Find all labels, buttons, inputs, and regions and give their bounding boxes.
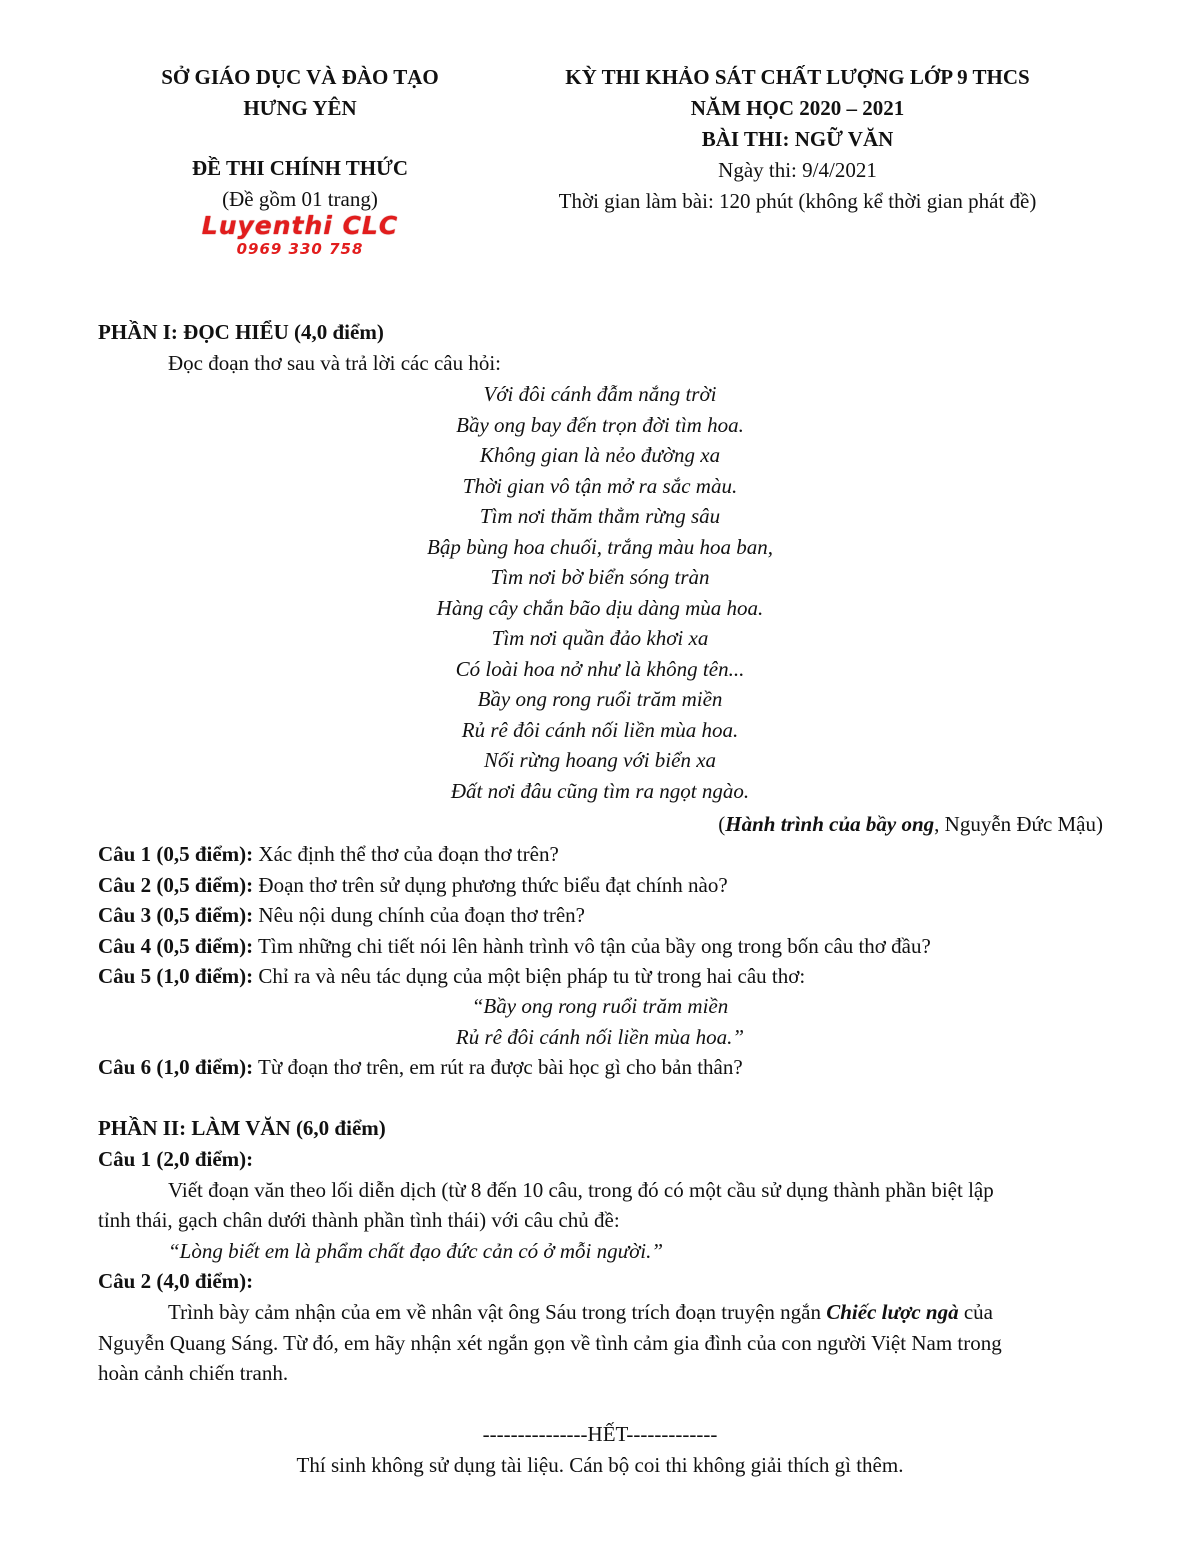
poem-line: Có loài hoa nở như là không tên...	[455, 656, 745, 681]
footer-note: Thí sinh không sử dụng tài liệu. Cán bộ coi thi không giải thích gì thêm.	[296, 1453, 904, 1477]
question-label: Câu 5 (1,0 điểm):	[98, 964, 254, 988]
province-name: HƯNG YÊN	[243, 96, 357, 120]
exam-title: KỲ THI KHẢO SÁT CHẤT LƯỢNG LỚP 9 THCS	[565, 65, 1030, 89]
poem-line: Nối rừng hoang với biển xa	[483, 748, 717, 772]
question-label: Câu 2 (0,5 điểm):	[98, 872, 254, 897]
part2-q2-text: Trình bày cảm nhận của em về nhân vật ông Sáu trong trích đoạn truyện ngắn Chiếc lược ngà của	[168, 1300, 993, 1324]
question-text: Xác định thể thơ của đoạn thơ trên?	[253, 842, 559, 866]
question-5	[98, 964, 805, 989]
part2-q1-quote: “Lòng biết em là phẩm chất đạo đức cản có ở mỗi người.”	[168, 1239, 664, 1263]
exam-date: Ngày thi: 9/4/2021	[718, 158, 877, 182]
poem-source: (Hành trình của bầy ong, Nguyễn Đức Mậu)	[718, 812, 1103, 836]
poem-line: Tìm nơi thăm thẳm rừng sâu	[479, 504, 721, 528]
part1-heading: PHẦN I: ĐỌC HIỂU (4,0 điểm)	[98, 320, 384, 344]
question-label: Câu 4 (0,5 điểm):	[98, 933, 254, 958]
question-text: Đoạn thơ trên sử dụng phương thức biểu đạt chính nào?	[253, 872, 728, 897]
logo-brand: Luyenthi CLC	[201, 211, 399, 240]
question-text: Từ đoạn thơ trên, em rút ra được bài học gì cho bản thân?	[253, 1055, 743, 1079]
part2-q2-text: Nguyễn Quang Sáng. Từ đó, em hãy nhận xét ngắn gọn về tình cảm gia đình của con người Việt Nam trong	[98, 1331, 1002, 1355]
poem-line: Đất nơi đâu cũng tìm ra ngọt ngào.	[450, 778, 750, 803]
question-text: Chỉ ra và nêu tác dụng của một biện pháp tu từ trong hai câu thơ:	[253, 964, 806, 988]
question-text: Tìm những chi tiết nói lên hành trình vô tận của bầy ong trong bốn câu thơ đầu?	[253, 933, 931, 958]
quote-line: “Bầy ong rong ruổi trăm miền	[471, 994, 729, 1018]
official-exam-label: ĐỀ THI CHÍNH THỨC	[191, 156, 409, 180]
question-6	[98, 1055, 743, 1080]
part2-q2-label: Câu 2 (4,0 điểm):	[98, 1269, 254, 1293]
question-label: Câu 6 (1,0 điểm):	[98, 1055, 254, 1079]
part2-q1-text: tỉnh thái, gạch chân dưới thành phần tình thái) với câu chủ đề:	[98, 1208, 620, 1232]
poem-line: Bầy ong rong ruổi trăm miền	[477, 687, 723, 711]
watermark-logo	[190, 212, 410, 258]
poem-line: Rủ rê đôi cánh nối liền mùa hoa.	[461, 717, 739, 742]
header-left	[100, 62, 500, 215]
poem-line: Với đôi cánh đẫm nắng trời	[483, 382, 717, 406]
part2-q1-text: Viết đoạn văn theo lối diễn dịch (từ 8 đến 10 câu, trong đó có một cầu sử dụng thành phần biệt lập	[168, 1178, 994, 1202]
question-3	[98, 903, 585, 928]
poem-source-title: Hành trình của bầy ong	[725, 812, 935, 836]
poem-line: Thời gian vô tận mở ra sắc màu.	[462, 473, 738, 498]
poem-line: Hàng cây chắn bão dịu dàng mùa hoa.	[436, 595, 764, 620]
question-label: Câu 3 (0,5 điểm):	[98, 903, 254, 927]
part2-q1-label: Câu 1 (2,0 điểm):	[98, 1147, 254, 1171]
part2-q2-text: hoàn cảnh chiến tranh.	[98, 1361, 289, 1385]
poem-line: Bầy ong bay đến trọn đời tìm hoa.	[456, 412, 744, 437]
question-text: Nêu nội dung chính của đoạn thơ trên?	[253, 903, 586, 927]
question-4	[98, 934, 931, 959]
subject: BÀI THI: NGỮ VĂN	[701, 127, 894, 151]
school-year: NĂM HỌC 2020 – 2021	[690, 96, 905, 120]
question-2	[98, 873, 728, 898]
end-marker: ---------------HẾT-------------	[482, 1422, 718, 1446]
department-name: SỞ GIÁO DỤC VÀ ĐÀO TẠO	[161, 65, 439, 89]
poem-source-author: , Nguyễn Đức Mậu)	[934, 812, 1103, 836]
poem-line: Tìm nơi quần đảo khơi xa	[491, 626, 709, 650]
poem-line: Không gian là nẻo đường xa	[479, 443, 721, 467]
poem-line: Bập bùng hoa chuối, trắng màu hoa ban,	[427, 534, 773, 559]
question-label: Câu 1 (0,5 điểm):	[98, 842, 254, 866]
part2-heading: PHẦN II: LÀM VĂN (6,0 điểm)	[98, 1116, 386, 1140]
poem-line: Tìm nơi bờ biển sóng tràn	[490, 565, 710, 589]
quote-line: Rủ rê đôi cánh nối liền mùa hoa.”	[455, 1025, 745, 1049]
part1-instruction: Đọc đoạn thơ sau và trả lời các câu hỏi:	[168, 351, 502, 375]
page-count: (Đề gồm 01 trang)	[222, 187, 378, 211]
exam-duration: Thời gian làm bài: 120 phút (không kể thời gian phát đề)	[558, 189, 1037, 213]
header-right	[470, 62, 1125, 217]
story-title: Chiếc lược ngà	[826, 1300, 959, 1324]
logo-phone: 0969 330 758	[236, 240, 364, 258]
question-1	[98, 842, 559, 867]
